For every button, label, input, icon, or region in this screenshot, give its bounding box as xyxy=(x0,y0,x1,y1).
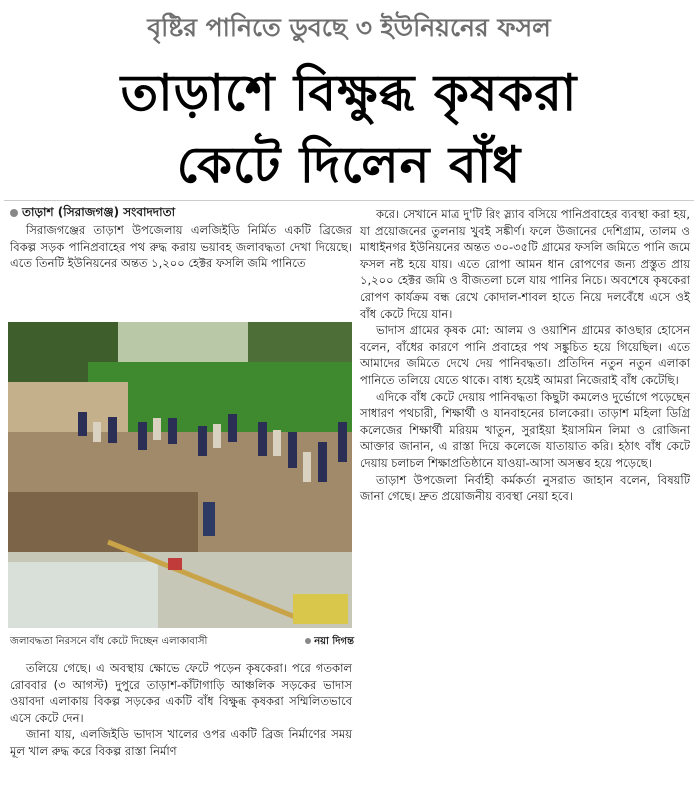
paragraph: এদিকে বাঁধ কেটে দেয়ায় পানিবদ্ধতা কিছুটা কমলেও দুর্ভোগে পড়েছেন সাধারণ পথচারী, শিক্ষার্থী ও যানবাহনের চালকেরা। তাড়াশ মহিলা ডিগ্রি কলেজের শিক্ষার্থী মরিয়ম খাতুন, সুরাইয়া ইয়াসমিন লিমা ও রোজিনা আক্তার জানান, এ রাস্তা দিয়ে কলেজে যাতায়াত করি। হঠাৎ বাঁধ কেটে দেয়ায় চলাচল শিক্ষাপ্রতিষ্ঠানে যাওয়া-আসা অসম্ভব হয়ে পড়েছে। xyxy=(360,389,690,470)
bullet-icon xyxy=(305,638,311,644)
left-column-top xyxy=(10,222,352,272)
headline-line-1: তাড়াশে বিক্ষুব্ধ কৃষকরা xyxy=(120,64,578,122)
byline-text: তাড়াশ (সিরাজগঞ্জ) সংবাদদাতা xyxy=(22,205,176,219)
paragraph: ভাদাস গ্রামের কৃষক মো: আলম ও ওয়াশিন গ্রামের কাওছার হোসেন বলেন, বাঁধের কারণে পানি প্রবাহের পথ সঙ্কুচিত হয়ে গিয়েছিল। এতে আমাদের জমিতে দেখে দেয় পানিবদ্ধতা। প্রতিদিন নতুন নতুন এলাকা পানিতে তলিয়ে যেতে থাকে। বাধ্য হয়েই আমরা নিজেরাই বাঁধ কেটেছি। xyxy=(360,323,690,387)
headline-line-2: কেটে দিলেন বাঁধ xyxy=(176,136,522,194)
paragraph: করে। সেখানে মাত্র দু'টি রিং স্ল্যাব বসিয়ে পানিপ্রবাহের ব্যবস্থা করা হয়, যা প্রয়োজনের তুলনায় খুবই সঙ্কীর্ণ। ফলে উজানের দেশিগ্রাম, তালম ও মাধাইনগর ইউনিয়নের অন্তত ৩০-৩৫টি গ্রামের ফসলি জমিতে পানি জমে ফসল নষ্ট হয়ে যায়। এতে রোপা আমন ধান রোপণের জন্য প্রস্তুত প্রায় ১,২০০ হেক্টর জমি ও বীজতলা চলে যায় পানির নিচে। অবশেষে কৃষকেরা রোপণ কার্যক্রম বন্ধ রেখে কোদাল-শাবল হাতে নিয়ে দলবেঁধে এসে ওই বাঁধ কেটে দিয়ে যান। xyxy=(360,207,690,321)
caption-text: জলাবদ্ধতা নিরসনে বাঁধ কেটে দিচ্ছেন এলাকাবাসী xyxy=(10,636,208,647)
header-divider xyxy=(4,200,694,201)
photo-credit-text: নয়া দিগন্ত xyxy=(314,636,354,647)
left-column-bottom xyxy=(10,660,352,760)
news-photo xyxy=(8,322,352,628)
byline xyxy=(10,204,175,224)
kicker-headline: বৃষ্টির পানিতে ডুবছে ৩ ইউনিয়নের ফসল xyxy=(147,13,551,42)
paragraph: তাড়াশ উপজেলা নির্বাহী কর্মকর্তা নুসরাত জাহান বলেন, বিষয়টি জানা গেছে। দ্রুত প্রয়োজনীয় ব্যবস্থা নেয়া হবে। xyxy=(360,472,690,504)
paragraph: তলিয়ে গেছে। এ অবস্থায় ক্ষোভে ফেটে পড়েন কৃষকেরা। পরে গতকাল রোববার (৩ আগস্ট) দুপুরে তাড়াশ-কাঁটাগাড়ি আঞ্চলিক সড়কের ভাদাস ওয়াবদা এলাকায় বিকল্প সড়কের একটি বাঁধ বিক্ষুব্ধ কৃষকরা সম্মিলিতভাবে এসে কেটে দেন। xyxy=(10,661,352,725)
right-column xyxy=(360,206,690,505)
bullet-icon xyxy=(10,209,18,217)
photo-credit xyxy=(305,634,354,651)
paragraph: সিরাজগঞ্জের তাড়াশ উপজেলায় এলজিইডি নির্মিত একটি ব্রিজের বিকল্প সড়ক পানিপ্রবাহের পথ রুদ্ধ করায় ভয়াবহ জলাবদ্ধতা দেখা দিয়েছে। এতে তিনটি ইউনিয়নের অন্তত ১,২০০ হেক্টর ফসলি জমি পানিতে xyxy=(10,223,352,271)
paragraph: জানা যায়, এলজিইডি ভাদাস খালের ওপর একটি ব্রিজ নির্মাণের সময় মূল খাল রুদ্ধ করে বিকল্প রাস্তা নির্মাণ xyxy=(10,727,352,758)
photo-caption xyxy=(10,634,354,651)
